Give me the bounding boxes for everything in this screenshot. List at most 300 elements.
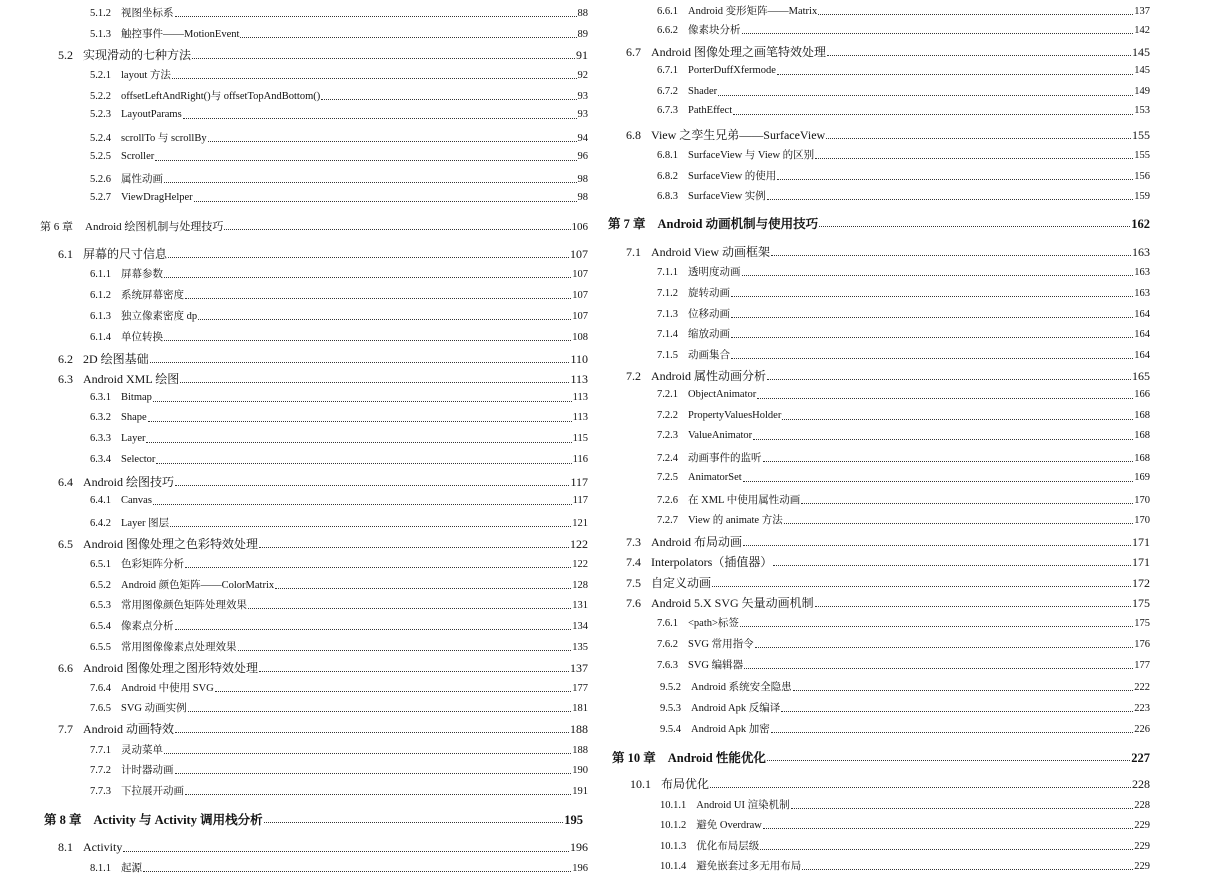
dot-leader xyxy=(164,339,571,341)
dot-leader xyxy=(771,731,1134,733)
toc-entry-title: 屏幕参数 xyxy=(121,269,163,280)
toc-entry-page: 88 xyxy=(577,8,588,19)
toc-entry-page: 131 xyxy=(572,600,588,611)
toc-entry-page: 175 xyxy=(1134,618,1150,629)
dot-leader xyxy=(148,420,572,422)
dot-leader xyxy=(782,418,1133,420)
toc-entry-5-2-1 xyxy=(90,67,588,82)
toc-entry-title: Android 布局动画 xyxy=(651,535,742,549)
toc-entry-title: Android 5.X SVG 矢量动画机制 xyxy=(651,596,814,610)
toc-entry-number: 6.6 xyxy=(58,661,73,675)
toc-entry-number: 7.6.3 xyxy=(657,660,678,671)
toc-entry-page: 175 xyxy=(1132,596,1150,610)
dot-leader xyxy=(208,140,577,142)
toc-entry-page: 145 xyxy=(1132,45,1150,59)
toc-entry-8 xyxy=(44,810,583,828)
toc-entry-page: 176 xyxy=(1134,639,1150,650)
toc-entry-number: 6.1.1 xyxy=(90,269,111,280)
toc-entry-7-1-5 xyxy=(657,347,1150,362)
toc-entry-7-6-4 xyxy=(90,680,588,695)
toc-entry-title: SVG 常用指令 xyxy=(688,639,754,650)
toc-entry-number: 6.7.1 xyxy=(657,65,678,76)
toc-entry-page: 229 xyxy=(1134,861,1150,872)
toc-entry-title: 布局优化 xyxy=(661,777,710,791)
toc-entry-6-3-4 xyxy=(90,454,588,465)
toc-entry-number: 6.5.1 xyxy=(90,559,111,570)
toc-entry-number: 7.1.2 xyxy=(657,288,678,299)
toc-entry-7-2-7 xyxy=(657,512,1150,527)
toc-entry-page: 137 xyxy=(570,661,588,675)
toc-entry-page: 142 xyxy=(1134,25,1150,36)
toc-entry-7 xyxy=(608,214,1150,232)
toc-entry-page: 93 xyxy=(577,109,588,120)
dot-leader xyxy=(192,57,575,59)
dot-leader xyxy=(802,868,1133,870)
toc-entry-number: 5.2.7 xyxy=(90,192,111,203)
toc-entry-number: 6.5.3 xyxy=(90,600,111,611)
dot-leader xyxy=(164,752,571,754)
toc-entry-title: 自定义动画 xyxy=(651,576,712,590)
dot-leader xyxy=(743,544,1131,546)
toc-entry-page: 110 xyxy=(570,352,588,366)
toc-entry-title: 计时器动画 xyxy=(121,765,174,776)
toc-entry-title: 避免 Overdraw xyxy=(696,820,762,831)
toc-entry-number: 7.2.2 xyxy=(657,410,678,421)
toc-entry-title: Android 系统安全隐患 xyxy=(691,682,792,693)
toc-entry-6-6 xyxy=(58,659,588,676)
toc-entry-number: 6.1 xyxy=(58,247,73,261)
toc-entry-title: Activity 与 Activity 调用栈分析 xyxy=(93,813,263,827)
toc-entry-number: 6.1.3 xyxy=(90,311,111,322)
toc-entry-7-6 xyxy=(626,594,1150,611)
toc-entry-page: 98 xyxy=(577,174,588,185)
dot-leader xyxy=(248,607,571,609)
toc-entry-8-1-1 xyxy=(90,860,588,875)
toc-entry-number: 5.2 xyxy=(58,48,73,62)
toc-entry-7-6-1 xyxy=(657,615,1150,630)
toc-entry-7-7-3 xyxy=(90,783,588,798)
toc-entry-title: Canvas xyxy=(121,495,152,506)
toc-entry-page: 170 xyxy=(1134,515,1150,526)
toc-entry-number: 6.4.2 xyxy=(90,518,111,529)
toc-entry-title: 独立像素密度 dp xyxy=(121,311,198,322)
toc-entry-6-8-1 xyxy=(657,147,1150,162)
toc-entry-page: 164 xyxy=(1134,350,1150,361)
toc-entry-title: View 之孪生兄弟——SurfaceView xyxy=(651,128,826,142)
toc-entry-page: 113 xyxy=(570,372,588,386)
toc-entry-title: Bitmap xyxy=(121,392,152,403)
toc-entry-6-6-2 xyxy=(657,22,1150,37)
toc-entry-5-1-3 xyxy=(90,26,588,41)
toc-entry-number: 7.3 xyxy=(626,535,641,549)
toc-entry-number: 8.1.1 xyxy=(90,863,111,874)
toc-entry-page: 117 xyxy=(572,495,588,506)
dot-leader xyxy=(801,502,1133,504)
toc-entry-page: 134 xyxy=(572,621,588,632)
dot-leader xyxy=(815,157,1133,159)
toc-entry-page: 195 xyxy=(564,813,583,827)
toc-entry-title: Android 性能优化 xyxy=(667,751,766,765)
toc-entry-number: 6.3.3 xyxy=(90,433,111,444)
toc-entry-7-7 xyxy=(58,720,588,737)
toc-entry-title: Android Apk 反编译 xyxy=(691,703,781,714)
toc-entry-page: 222 xyxy=(1134,682,1150,693)
dot-leader xyxy=(215,690,571,692)
toc-entry-number: 7.7.1 xyxy=(90,745,111,756)
toc-entry-10-1-2 xyxy=(660,817,1150,832)
toc-entry-title: 屏幕的尺寸信息 xyxy=(83,247,168,261)
dot-leader xyxy=(175,484,569,486)
toc-entry-number: 6.3.2 xyxy=(90,412,111,423)
toc-entry-page: 149 xyxy=(1134,86,1150,97)
toc-entry-page: 93 xyxy=(577,91,588,102)
toc-entry-number: 6.7.3 xyxy=(657,105,678,116)
toc-entry-6-1-4 xyxy=(90,329,588,344)
dot-leader xyxy=(180,381,569,383)
dot-leader xyxy=(183,117,577,119)
dot-leader xyxy=(818,13,1133,15)
toc-entry-title: ObjectAnimator xyxy=(688,389,757,400)
toc-entry-title: Android View 动画框架 xyxy=(651,245,771,259)
toc-entry-6-5-3 xyxy=(90,597,588,612)
toc-entry-number: 10.1 xyxy=(630,777,651,791)
toc-entry-title: Android 变形矩阵——Matrix xyxy=(688,6,818,17)
toc-entry-number: 6.3.4 xyxy=(90,454,111,465)
toc-entry-title: <path>标签 xyxy=(688,618,739,629)
toc-entry-number: 7.2.3 xyxy=(657,430,678,441)
toc-entry-6-4-1 xyxy=(90,495,588,506)
toc-entry-title: Android Apk 加密 xyxy=(691,724,770,735)
toc-entry-title: Shape xyxy=(121,412,147,423)
dot-leader xyxy=(175,628,572,630)
toc-entry-number: 5.1.2 xyxy=(90,8,111,19)
toc-entry-page: 163 xyxy=(1132,245,1150,259)
toc-entry-10-1-1 xyxy=(660,797,1150,812)
toc-entry-7-7-2 xyxy=(90,762,588,777)
toc-entry-page: 168 xyxy=(1134,453,1150,464)
toc-entry-number: 第 6 章 xyxy=(40,221,73,233)
toc-entry-6-5-1 xyxy=(90,556,588,571)
dot-leader xyxy=(826,137,1131,139)
dot-leader xyxy=(185,566,571,568)
dot-leader xyxy=(771,254,1131,256)
toc-entry-title: Activity xyxy=(83,840,123,854)
dot-leader xyxy=(781,710,1133,712)
dot-leader xyxy=(767,378,1131,380)
toc-entry-number: 6.2 xyxy=(58,352,73,366)
toc-entry-6-1-1 xyxy=(90,266,588,281)
toc-entry-title: 像素点分析 xyxy=(121,621,174,632)
toc-entry-title: layout 方法 xyxy=(121,70,171,81)
toc-entry-page: 145 xyxy=(1134,65,1150,76)
toc-entry-page: 122 xyxy=(572,559,588,570)
toc-entry-page: 121 xyxy=(572,518,588,529)
toc-entry-7-6-3 xyxy=(657,657,1150,672)
toc-entry-number: 5.2.6 xyxy=(90,174,111,185)
toc-entry-5-2-6 xyxy=(90,171,588,186)
dot-leader xyxy=(784,522,1134,524)
toc-entry-page: 168 xyxy=(1134,410,1150,421)
dot-leader xyxy=(224,228,570,230)
toc-entry-number: 9.5.3 xyxy=(660,703,681,714)
toc-entry-page: 163 xyxy=(1134,267,1150,278)
toc-entry-title: 触控事件——MotionEvent xyxy=(121,29,240,40)
toc-entry-number: 9.5.4 xyxy=(660,724,681,735)
toc-entry-page: 191 xyxy=(572,786,588,797)
toc-entry-7-5 xyxy=(626,574,1150,591)
toc-entry-6-7-3 xyxy=(657,105,1150,116)
toc-entry-page: 169 xyxy=(1134,472,1150,483)
toc-entry-title: Android 绘图机制与处理技巧 xyxy=(85,221,224,233)
dot-leader xyxy=(170,525,571,527)
dot-leader xyxy=(712,585,1131,587)
toc-entry-6-1 xyxy=(58,245,588,262)
toc-entry-title: 动画集合 xyxy=(688,350,730,361)
toc-entry-title: PropertyValuesHolder xyxy=(688,410,782,421)
toc-entry-page: 155 xyxy=(1132,128,1150,142)
dot-leader xyxy=(123,850,569,852)
toc-entry-number: 7.1 xyxy=(626,245,641,259)
toc-entry-7-7-1 xyxy=(90,742,588,757)
toc-entry-title: 在 XML 中使用属性动画 xyxy=(688,495,801,506)
toc-entry-7-6-5 xyxy=(90,700,588,715)
toc-entry-title: 单位转换 xyxy=(121,332,163,343)
toc-entry-page: 172 xyxy=(1132,576,1150,590)
toc-entry-6-8-2 xyxy=(657,168,1150,183)
toc-entry-title: Android 颜色矩阵——ColorMatrix xyxy=(121,580,275,591)
toc-entry-5-2-2 xyxy=(90,88,588,103)
toc-entry-7-2-6 xyxy=(657,492,1150,507)
toc-entry-number: 5.1.3 xyxy=(90,29,111,40)
toc-entry-7-4 xyxy=(626,553,1150,570)
toc-entry-title: 色彩矩阵分析 xyxy=(121,559,184,570)
dot-leader xyxy=(259,670,569,672)
toc-entry-title: SurfaceView 的使用 xyxy=(688,171,777,182)
dot-leader xyxy=(143,870,571,872)
toc-entry-title: AnimatorSet xyxy=(688,472,742,483)
toc-entry-number: 7.6.2 xyxy=(657,639,678,650)
toc-entry-title: 优化布局层级 xyxy=(696,841,760,852)
toc-entry-number: 7.4 xyxy=(626,555,641,569)
dot-leader xyxy=(164,181,577,183)
dot-leader xyxy=(755,646,1134,648)
toc-entry-title: 常用图像颜色矩阵处理效果 xyxy=(121,600,247,611)
toc-entry-number: 7.7.2 xyxy=(90,765,111,776)
toc-entry-5-2-3 xyxy=(90,109,588,120)
toc-entry-7-2-1 xyxy=(657,389,1150,400)
toc-entry-number: 10.1.3 xyxy=(660,841,687,852)
dot-leader xyxy=(321,98,576,100)
toc-entry-number: 7.7.3 xyxy=(90,786,111,797)
dot-leader xyxy=(153,400,572,402)
dot-leader xyxy=(194,200,577,202)
toc-entry-page: 153 xyxy=(1134,105,1150,116)
toc-entry-number: 10.1.2 xyxy=(660,820,687,831)
toc-entry-title: Android 动画机制与使用技巧 xyxy=(657,217,819,231)
toc-entry-number: 6.8 xyxy=(626,128,641,142)
toc-entry-8-1 xyxy=(58,840,588,855)
toc-entry-number: 7.1.1 xyxy=(657,267,678,278)
toc-entry-number: 7.2 xyxy=(626,369,641,383)
toc-entry-page: 228 xyxy=(1132,777,1150,791)
toc-entry-page: 156 xyxy=(1134,171,1150,182)
dot-leader xyxy=(156,462,571,464)
toc-entry-page: 171 xyxy=(1132,555,1150,569)
toc-entry-6-4-2 xyxy=(90,515,588,530)
toc-entry-page: 229 xyxy=(1134,820,1150,831)
toc-entry-number: 6.4.1 xyxy=(90,495,111,506)
toc-entry-6-8 xyxy=(626,126,1150,143)
toc-entry-number: 7.1.4 xyxy=(657,329,678,340)
dot-leader xyxy=(175,772,572,774)
toc-entry-7-2-2 xyxy=(657,410,1150,421)
dot-leader xyxy=(740,625,1133,627)
toc-entry-5-2 xyxy=(58,46,588,63)
toc-entry-title: 旋转动画 xyxy=(688,288,730,299)
dot-leader xyxy=(264,821,564,823)
toc-entry-6-8-3 xyxy=(657,188,1150,203)
dot-leader xyxy=(240,36,576,38)
dot-leader xyxy=(815,605,1131,607)
toc-entry-6 xyxy=(40,218,588,234)
toc-entry-title: 避免嵌套过多无用布局 xyxy=(696,861,802,872)
toc-entry-title: 透明度动画 xyxy=(688,267,741,278)
toc-entry-9-5-4 xyxy=(660,721,1150,736)
toc-entry-title: View 的 animate 方法 xyxy=(688,515,783,526)
toc-entry-7-2-4 xyxy=(657,450,1150,465)
dot-leader xyxy=(777,73,1133,75)
toc-entry-page: 89 xyxy=(577,29,588,40)
toc-entry-10-1 xyxy=(630,775,1150,792)
dot-leader xyxy=(763,827,1133,829)
toc-entry-number: 7.6.1 xyxy=(657,618,678,629)
dot-leader xyxy=(175,15,577,17)
dot-leader xyxy=(744,667,1133,669)
toc-entry-title: scrollTo 与 scrollBy xyxy=(121,133,207,144)
dot-leader xyxy=(753,438,1133,440)
toc-entry-title: 常用图像像素点处理效果 xyxy=(121,642,237,653)
toc-entry-title: 缩放动画 xyxy=(688,329,730,340)
dot-leader xyxy=(731,357,1133,359)
toc-entry-page: 177 xyxy=(572,683,588,694)
toc-entry-title: Android 属性动画分析 xyxy=(651,369,766,383)
toc-entry-number: 7.1.5 xyxy=(657,350,678,361)
toc-entry-page: 122 xyxy=(570,537,588,551)
toc-entry-5-2-7 xyxy=(90,192,588,203)
toc-entry-9-5-3 xyxy=(660,700,1150,715)
toc-entry-page: 113 xyxy=(572,392,588,403)
dot-leader xyxy=(791,807,1134,809)
dot-leader xyxy=(259,546,569,548)
toc-entry-number: 5.2.2 xyxy=(90,91,111,102)
toc-entry-number: 5.2.4 xyxy=(90,133,111,144)
toc-entry-7-1-2 xyxy=(657,285,1150,300)
toc-entry-page: 91 xyxy=(576,48,588,62)
toc-entry-number: 第 8 章 xyxy=(44,813,82,827)
toc-entry-5-1-2 xyxy=(90,5,588,20)
dot-leader xyxy=(164,276,571,278)
toc-entry-6-5-5 xyxy=(90,639,588,654)
toc-entry-number: 7.6.4 xyxy=(90,683,111,694)
toc-entry-title: Layer xyxy=(121,433,146,444)
toc-entry-number: 7.2.1 xyxy=(657,389,678,400)
toc-entry-page: 128 xyxy=(572,580,588,591)
toc-entry-title: Android 图像处理之图形特效处理 xyxy=(83,661,258,675)
toc-entry-number: 7.7 xyxy=(58,722,73,736)
dot-leader xyxy=(175,731,569,733)
toc-entry-page: 196 xyxy=(570,840,588,854)
toc-entry-page: 96 xyxy=(577,151,588,162)
toc-entry-number: 6.3 xyxy=(58,372,73,386)
dot-leader xyxy=(153,503,572,505)
dot-leader xyxy=(743,480,1134,482)
toc-entry-title: Android XML 绘图 xyxy=(83,372,180,386)
toc-entry-6-7-1 xyxy=(657,65,1150,76)
toc-entry-page: 137 xyxy=(1134,6,1150,17)
dot-leader xyxy=(731,336,1133,338)
toc-entry-7-1-3 xyxy=(657,306,1150,321)
toc-entry-number: 10.1.1 xyxy=(660,800,687,811)
toc-entry-6-5 xyxy=(58,535,588,552)
toc-entry-number: 6.5.2 xyxy=(90,580,111,591)
dot-leader xyxy=(763,460,1134,462)
dot-leader xyxy=(155,159,576,161)
toc-entry-title: Selector xyxy=(121,454,156,465)
toc-entry-title: PathEffect xyxy=(688,105,733,116)
toc-entry-number: 6.6.1 xyxy=(657,6,678,17)
toc-entry-7-3 xyxy=(626,533,1150,550)
toc-entry-title: 像素块分析 xyxy=(688,25,741,36)
toc-entry-9-5-2 xyxy=(660,679,1150,694)
toc-entry-page: 177 xyxy=(1134,660,1150,671)
toc-entry-6-7 xyxy=(626,43,1150,60)
toc-entry-title: SurfaceView 实例 xyxy=(688,191,766,202)
toc-entry-title: 系统屏幕密度 xyxy=(121,290,184,301)
toc-entry-number: 7.6.5 xyxy=(90,703,111,714)
toc-entry-6-3-1 xyxy=(90,392,588,403)
toc-entry-7-1-4 xyxy=(657,326,1150,341)
dot-leader xyxy=(767,198,1133,200)
dot-leader xyxy=(172,77,577,79)
toc-entry-6-3-2 xyxy=(90,412,588,423)
toc-entry-number: 6.7.2 xyxy=(657,86,678,97)
toc-entry-number: 7.5 xyxy=(626,576,641,590)
toc-entry-title: 位移动画 xyxy=(688,309,730,320)
dot-leader xyxy=(742,274,1134,276)
toc-entry-title: Android 图像处理之色彩特效处理 xyxy=(83,537,258,551)
toc-entry-page: 113 xyxy=(572,412,588,423)
toc-entry-number: 6.8.1 xyxy=(657,150,678,161)
toc-entry-number: 第 10 章 xyxy=(612,751,656,765)
toc-entry-page: 170 xyxy=(1134,495,1150,506)
toc-entry-page: 188 xyxy=(570,722,588,736)
dot-leader xyxy=(150,361,570,363)
toc-entry-page: 107 xyxy=(572,269,588,280)
toc-entry-6-1-3 xyxy=(90,308,588,323)
toc-entry-page: 229 xyxy=(1134,841,1150,852)
toc-entry-number: 7.2.7 xyxy=(657,515,678,526)
toc-entry-number: 7.6 xyxy=(626,596,641,610)
toc-entry-6-3-3 xyxy=(90,433,588,444)
toc-entry-6-5-2 xyxy=(90,577,588,592)
toc-entry-page: 92 xyxy=(577,70,588,81)
dot-leader xyxy=(185,793,571,795)
toc-entry-number: 5.2.1 xyxy=(90,70,111,81)
dot-leader xyxy=(773,564,1131,566)
toc-entry-7-6-2 xyxy=(657,636,1150,651)
toc-entry-title: 视图坐标系 xyxy=(121,8,174,19)
toc-entry-number: 9.5.2 xyxy=(660,682,681,693)
